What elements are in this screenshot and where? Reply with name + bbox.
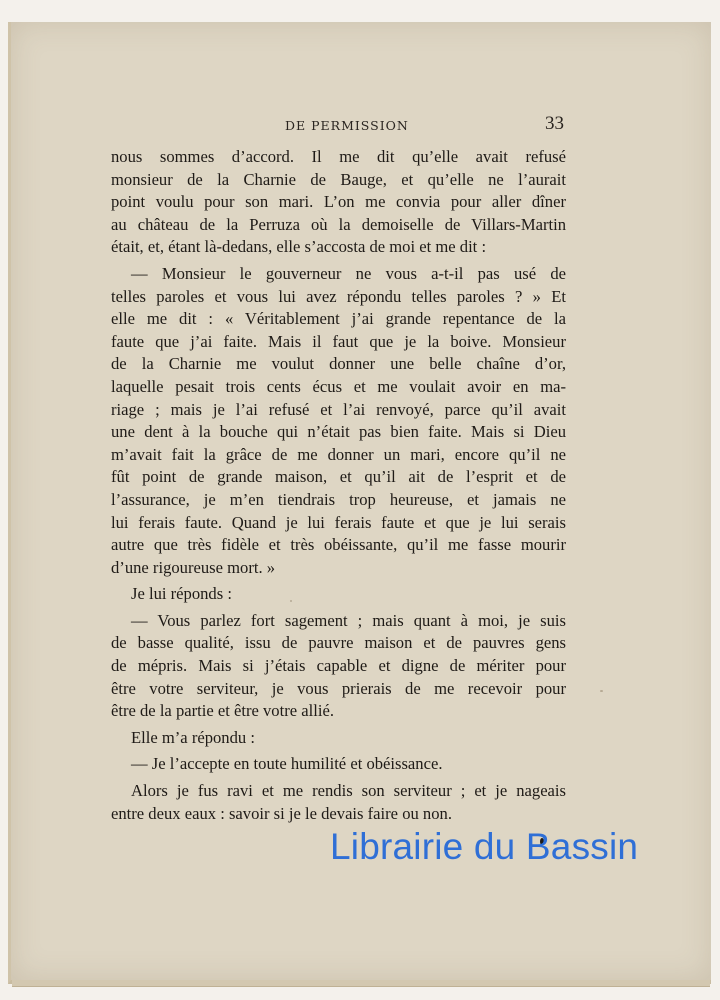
text-line: Alors je fus ravi et me rendis son serviteur ; et je nageais bbox=[131, 781, 566, 801]
text-line: autre que très fidèle et très obéissante, qu’il me fasse mourir bbox=[111, 535, 566, 555]
text-line: au château de la Perruza où la demoiselle de Villars-Martin bbox=[111, 214, 566, 234]
page-stack-edge bbox=[12, 980, 710, 987]
paper-speck bbox=[600, 690, 603, 692]
text-line: fût point de grande maison, et qu’il ait de l’esprit et de bbox=[111, 467, 566, 487]
text-line: laquelle pesait trois cents écus et me voulait avoir en ma- bbox=[111, 376, 566, 396]
watermark-text: Librairie du Bassin bbox=[330, 826, 639, 867]
text-line: Je lui réponds : bbox=[131, 584, 232, 604]
text-line: d’une rigoureuse mort. » bbox=[111, 557, 276, 577]
text-line: nous sommes d’accord. Il me dit qu’elle avait refusé bbox=[111, 147, 566, 166]
text-line: m’avait fait la grâce de me donner un mari, encore qu’il ne bbox=[111, 444, 566, 464]
text-line: elle me dit : « Véritablement j’ai grande repentance de la bbox=[111, 309, 566, 329]
paragraph-5 bbox=[111, 727, 566, 750]
text-line: de basse qualité, issu de pauvre maison et de pauvres gens bbox=[111, 633, 566, 653]
text-line: — Monsieur le gouverneur ne vous a-t-il pas usé de bbox=[131, 263, 566, 283]
text-line: — Vous parlez fort sagement ; mais quant à moi, je suis bbox=[131, 610, 566, 630]
text-line: monsieur de la Charnie de Bauge, et qu’elle ne l’aurait bbox=[111, 169, 566, 189]
paper-speck bbox=[290, 600, 292, 602]
text-line: entre deux eaux : savoir si je le devais faire ou non. bbox=[111, 803, 452, 823]
text-line: une dent à la bouche qui n’était pas bien faite. Mais si Dieu bbox=[111, 422, 566, 442]
text-line: être de la partie et être votre allié. bbox=[111, 701, 334, 721]
text-line: point voulu pour son mari. L’on me convia pour aller dîner bbox=[111, 192, 566, 212]
paragraph-4 bbox=[111, 610, 566, 723]
paragraph-6 bbox=[111, 753, 566, 776]
running-title: DE PERMISSION bbox=[285, 118, 409, 133]
text-line: Elle m’a répondu : bbox=[131, 727, 255, 747]
page-number: 33 bbox=[545, 113, 564, 134]
text-line: de mépris. Mais si j’étais capable et digne de mériter pour bbox=[111, 656, 566, 676]
paragraph-1 bbox=[111, 146, 566, 259]
text-line: lui ferais faute. Quand je lui ferais faute et que je lui serais bbox=[111, 512, 566, 532]
paragraph-2 bbox=[111, 263, 566, 579]
text-line: était, et, étant là-dedans, elle s’accosta de moi et me dit : bbox=[111, 237, 487, 257]
paragraph-7 bbox=[111, 780, 566, 825]
text-line: — Je l’accepte en toute humilité et obéissance. bbox=[131, 754, 443, 774]
text-line: de la Charnie me voulut donner une belle chaîne d’or, bbox=[111, 354, 566, 374]
text-line: être votre serviteur, je vous prierais de me recevoir pour bbox=[111, 678, 566, 698]
text-line: riage ; mais je l’ai refusé et l’ai renvoyé, parce qu’il avait bbox=[111, 399, 566, 419]
text-line: l’assurance, je m’en tiendrais trop heureuse, et jamais ne bbox=[111, 489, 566, 509]
paragraph-3 bbox=[111, 583, 566, 606]
text-line: faute que j’ai faite. Mais il faut que je la boive. Monsieur bbox=[111, 331, 566, 351]
text-line: telles paroles et vous lui avez répondu telles paroles ? » Et bbox=[111, 286, 566, 306]
body-text bbox=[111, 146, 566, 829]
